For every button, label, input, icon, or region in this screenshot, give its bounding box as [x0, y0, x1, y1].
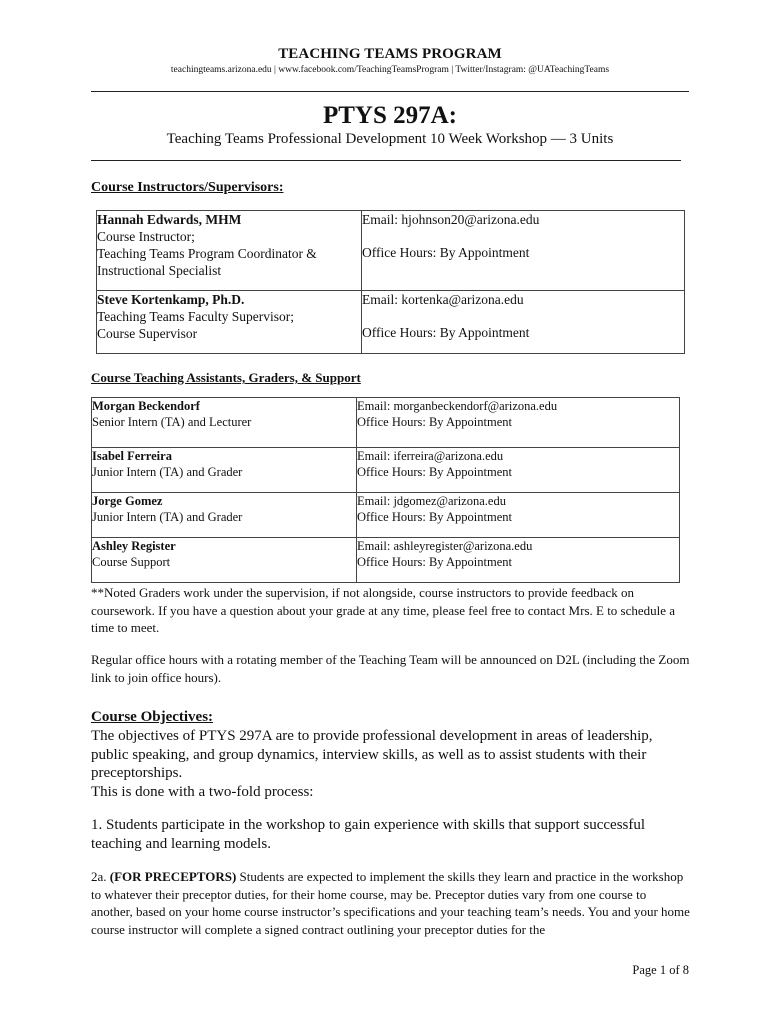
instructor-name: Hannah Edwards, MHM	[97, 212, 242, 227]
instructor-name: Steve Kortenkamp, Ph.D.	[97, 292, 245, 307]
course-description: Teaching Teams Professional Development 10 Week Workshop — 3 Units	[166, 131, 614, 147]
instructor-hours: Office Hours: By Appointment	[362, 245, 530, 260]
tas-table	[91, 397, 680, 583]
ta-hours: Office Hours: By Appointment	[357, 510, 512, 524]
ta-email[interactable]: Email: jdgomez@arizona.edu	[357, 494, 506, 508]
program-title: TEACHING TEAMS PROGRAM	[278, 46, 502, 62]
course-divider	[91, 160, 681, 161]
ta-info-cell	[92, 538, 357, 583]
ta-contact-cell	[357, 398, 680, 448]
course-code: PTYS 297A:	[322, 102, 458, 129]
objective-step-1: 1. Students participate in the workshop to gain experience with skills that support successful teaching and learning models.	[91, 817, 646, 852]
instructor-hours: Office Hours: By Appointment	[362, 325, 530, 340]
ta-name: Jorge Gomez	[92, 494, 163, 508]
instructors-heading: Course Instructors/Supervisors:	[91, 180, 284, 195]
ta-name: Isabel Ferreira	[92, 449, 172, 463]
ta-hours: Office Hours: By Appointment	[357, 465, 512, 479]
ta-info-cell	[92, 398, 357, 448]
ta-email[interactable]: Email: morganbeckendorf@arizona.edu	[357, 399, 558, 413]
instructors-table	[96, 210, 685, 354]
table-row	[92, 448, 680, 493]
ta-role: Junior Intern (TA) and Grader	[92, 510, 243, 524]
ta-email[interactable]: Email: ashleyregister@arizona.edu	[357, 539, 533, 553]
office-hours-note: Regular office hours with a rotating member of the Teaching Team will be announced on D2L (including the Zoom link to join office hours).	[91, 652, 690, 685]
instructor-role: Instructional Specialist	[97, 263, 222, 278]
table-row	[92, 493, 680, 538]
page-number: Page 1 of 8	[632, 963, 689, 977]
ta-role: Course Support	[92, 555, 171, 569]
objectives-heading: Course Objectives:	[91, 709, 214, 725]
ta-role: Senior Intern (TA) and Lecturer	[92, 415, 252, 429]
ta-info-cell	[92, 493, 357, 538]
ta-name: Morgan Beckendorf	[92, 399, 200, 413]
instructor-contact-cell	[362, 291, 685, 354]
header-divider	[91, 91, 689, 92]
instructor-role: Course Instructor;	[97, 229, 195, 244]
instructor-role: Teaching Teams Faculty Supervisor;	[97, 309, 294, 324]
instructor-info-cell	[97, 211, 362, 291]
step-2-text: Students are expected to implement the skills they learn and practice in the workshop to whatever their preceptor duties, for their home course, may be. Preceptor duties vary from one course to another, based on your home course instructor’s specifications and your teaching team’s needs. You and your home course instructor will complete a signed contract outlining your preceptor duties for the	[91, 869, 690, 937]
table-row	[97, 291, 685, 354]
instructor-info-cell	[97, 291, 362, 354]
tas-heading: Course Teaching Assistants, Graders, & Support	[91, 370, 361, 385]
ta-hours: Office Hours: By Appointment	[357, 555, 512, 569]
instructor-email[interactable]: Email: kortenka@arizona.edu	[362, 292, 524, 307]
ta-contact-cell	[357, 493, 680, 538]
ta-email[interactable]: Email: iferreira@arizona.edu	[357, 449, 504, 463]
table-row	[97, 211, 685, 291]
step-2-label: (FOR PRECEPTORS)	[109, 869, 237, 884]
ta-info-cell	[92, 448, 357, 493]
table-row	[92, 398, 680, 448]
ta-contact-cell	[357, 448, 680, 493]
objective-step-2	[91, 868, 691, 938]
table-row	[92, 538, 680, 583]
objectives-process: This is done with a two-fold process:	[91, 783, 314, 800]
instructor-contact-cell	[362, 211, 685, 291]
program-links: teachingteams.arizona.edu | www.facebook.com/TeachingTeamsProgram | Twitter/Instagram: @UATeachingTeams	[170, 65, 610, 75]
ta-contact-cell	[357, 538, 680, 583]
objectives-text: The objectives of PTYS 297A are to provide professional development in areas of leadership, public speaking, and group dynamics, interview skills, as well as to assist students with their preceptorships.	[91, 728, 653, 781]
ta-hours: Office Hours: By Appointment	[357, 415, 512, 429]
graders-note: **Noted Graders work under the supervision, if not alongside, course instructors to provide feedback on coursework. If you have a question about your grade at any time, please feel free to contact Mrs. E to schedule a time to meet.	[91, 585, 676, 635]
instructor-email[interactable]: Email: hjohnson20@arizona.edu	[362, 212, 540, 227]
ta-role: Junior Intern (TA) and Grader	[92, 465, 243, 479]
ta-name: Ashley Register	[92, 539, 176, 553]
objectives-intro	[91, 727, 691, 801]
step-2-prefix: 2a.	[91, 869, 110, 884]
instructor-role: Course Supervisor	[97, 326, 198, 341]
instructor-role: Teaching Teams Program Coordinator &	[97, 246, 317, 261]
